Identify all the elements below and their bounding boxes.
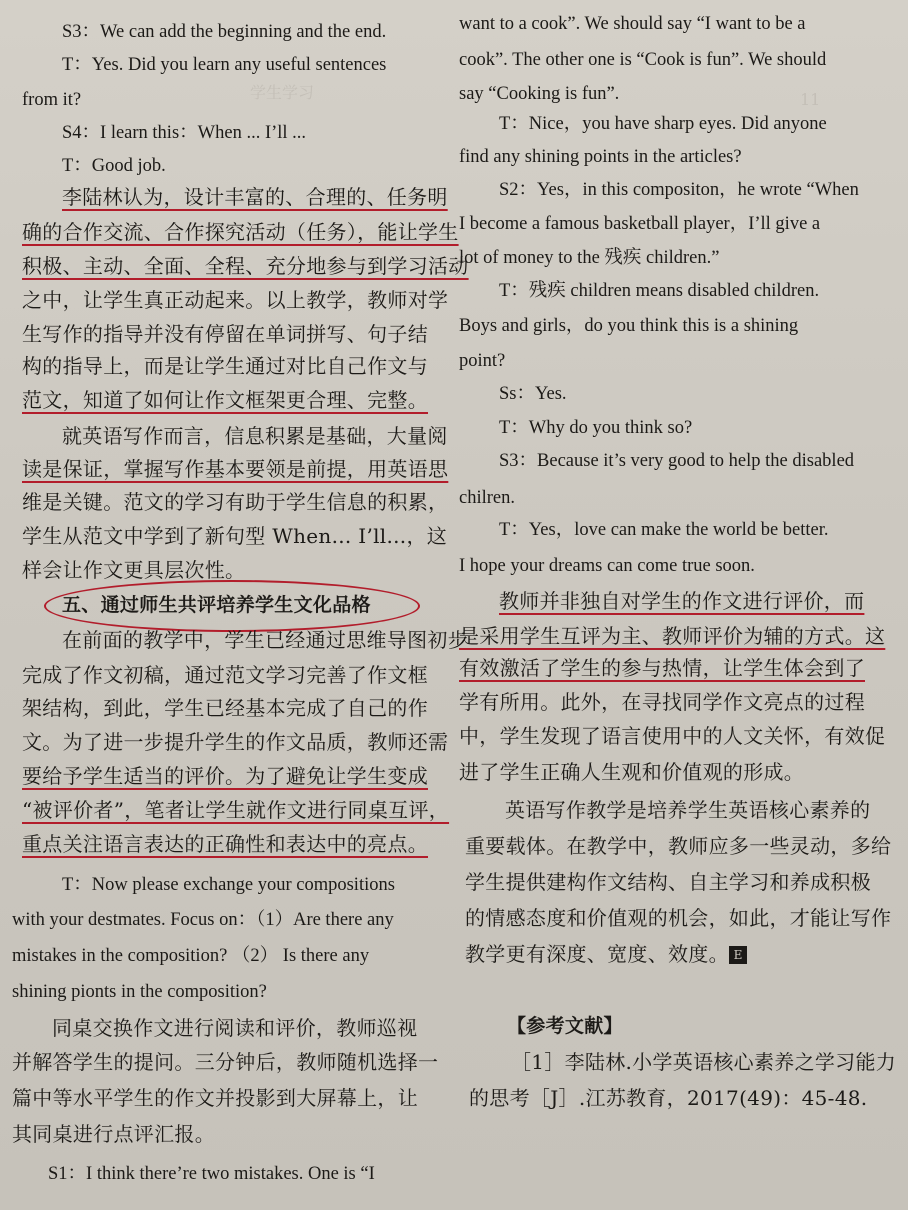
text-line: 之中，让学生真正动起来。以上教学，教师对学 [22,288,449,312]
text-line: S3：We can add the beginning and the end. [62,22,387,42]
text-line: 李陆林认为，设计丰富的、合理的、任务明 [62,185,448,209]
text-line: want to a cook”. We should say “I want to be a [459,14,806,34]
text-line: 文。为了进一步提升学生的作文品质，教师还需 [22,730,449,754]
text-line: 有效激活了学生的参与热情，让学生体会到了 [459,656,865,680]
text-line: 是采用学生互评为主、教师评价为辅的方式。这 [459,624,886,648]
text-line: Ss：Yes. [499,384,567,404]
text-line: T：Good job. [62,156,166,176]
text-line: find any shining points in the articles? [459,147,742,167]
text-line: T：Yes，love can make the world be better. [499,520,829,540]
reference-item: ［1］李陆林.小学英语核心素养之学习能力 [511,1050,897,1074]
text-line: 中，学生发现了语言使用中的人文关怀，有效促 [459,724,886,748]
text-line: S3：Because it’s very good to help the disabled [499,451,855,471]
text-line: I become a famous basketball player，I’ll give a [459,214,821,234]
text-line: 就英语写作而言，信息积累是基础，大量阅 [62,424,448,448]
text-line: I hope your dreams can come true soon. [459,556,755,576]
text-line: mistakes in the composition? （2） Is there any [12,946,370,966]
text-line: 重点关注语言表达的正确性和表达中的亮点。 [22,832,428,856]
section-heading: 五、通过师生共评培养学生文化品格 [62,594,371,616]
text-line: S4：I learn this：When ... I’ll ... [62,123,307,143]
text-line: 读是保证，掌握写作基本要领是前提，用英语思 [22,457,449,481]
references-heading: 【参考文献】 [507,1015,623,1037]
text-line: say “Cooking is fun”. [459,84,620,104]
text-line: from it? [22,90,82,110]
text-line: T：残疾 children means disabled children. [499,281,820,301]
text-line: 确的合作交流、合作探究活动（任务），能让学生 [22,220,459,244]
text-line: 学有所用。此外，在寻找同学作文亮点的过程 [459,690,865,714]
text-line: 教师并非独自对学生的作文进行评价，而 [499,589,865,613]
text-line: 教学更有深度、宽度、效度。 [465,942,729,966]
text-line: 学生从范文中学到了新句型 When... I’ll...，这 [22,524,448,548]
text-line: T：Yes. Did you learn any useful sentences [62,55,387,75]
text-line: 构的指导上，而是让学生通过对比自己作文与 [22,354,428,378]
text-line: 完成了作文初稿，通过范文学习完善了作文框 [22,663,428,687]
text-line: chilren. [459,488,515,508]
text-line: 生写作的指导并没有停留在单词拼写、句子结 [22,322,428,346]
text-line: T：Why do you think so? [499,418,693,438]
text-line: 同桌交换作文进行阅读和评价，教师巡视 [52,1016,418,1040]
text-line: 的情感态度和价值观的机会，如此，才能让写作 [465,906,892,930]
text-line: point? [459,351,506,371]
text-line: 篇中等水平学生的作文并投影到大屏幕上，让 [12,1086,418,1110]
text-line: S2：Yes，in this compositon，he wrote “When [499,180,859,200]
text-line: 范文，知道了如何让作文框架更合理、完整。 [22,388,428,412]
text-line: “被评价者”，笔者让学生就作文进行同桌互评， [22,798,450,822]
text-line: 进了学生正确人生观和价值观的形成。 [459,760,805,784]
text-line: 架结构，到此，学生已经基本完成了自己的作 [22,696,428,720]
text-line: 在前面的教学中，学生已经通过思维导图初步 [62,628,468,652]
text-line: T：Now please exchange your compositions [62,875,395,895]
text-line: 重要载体。在教学中，教师应多一些灵动，多给 [465,834,892,858]
text-line: 并解答学生的提问。三分钟后，教师随机选择一 [12,1050,439,1074]
text-line: 样会让作文更具层次性。 [22,558,246,582]
text-line: 其同桌进行点评汇报。 [12,1122,215,1146]
article-end-icon: E [729,946,747,964]
text-line: 维是关键。范文的学习有助于学生信息的积累， [22,490,449,514]
text-line: lot of money to the 残疾 children.” [459,248,720,268]
text-line: with your destmates. Focus on：（1）Are there any [12,910,394,930]
text-line: 要给予学生适当的评价。为了避免让学生变成 [22,764,428,788]
bleed-through-text: 学生学习 [250,83,315,102]
reference-item: 的思考［J］.江苏教育，2017(49)：45-48. [469,1086,868,1110]
text-line: 英语写作教学是培养学生英语核心素养的 [505,798,871,822]
text-line: shining pionts in the composition? [12,982,267,1002]
text-line: T：Nice，you have sharp eyes. Did anyone [499,114,827,134]
text-line: Boys and girls，do you think this is a shining [459,316,799,336]
text-line: cook”. The other one is “Cook is fun”. We should [459,50,827,70]
bleed-through-text: 11 [800,90,821,109]
text-line: 积极、主动、全面、全程、充分地参与到学习活动 [22,254,469,278]
text-line: S1：I think there’re two mistakes. One is “I [48,1164,375,1184]
text-line: 学生提供建构作文结构、自主学习和养成积极 [465,870,871,894]
